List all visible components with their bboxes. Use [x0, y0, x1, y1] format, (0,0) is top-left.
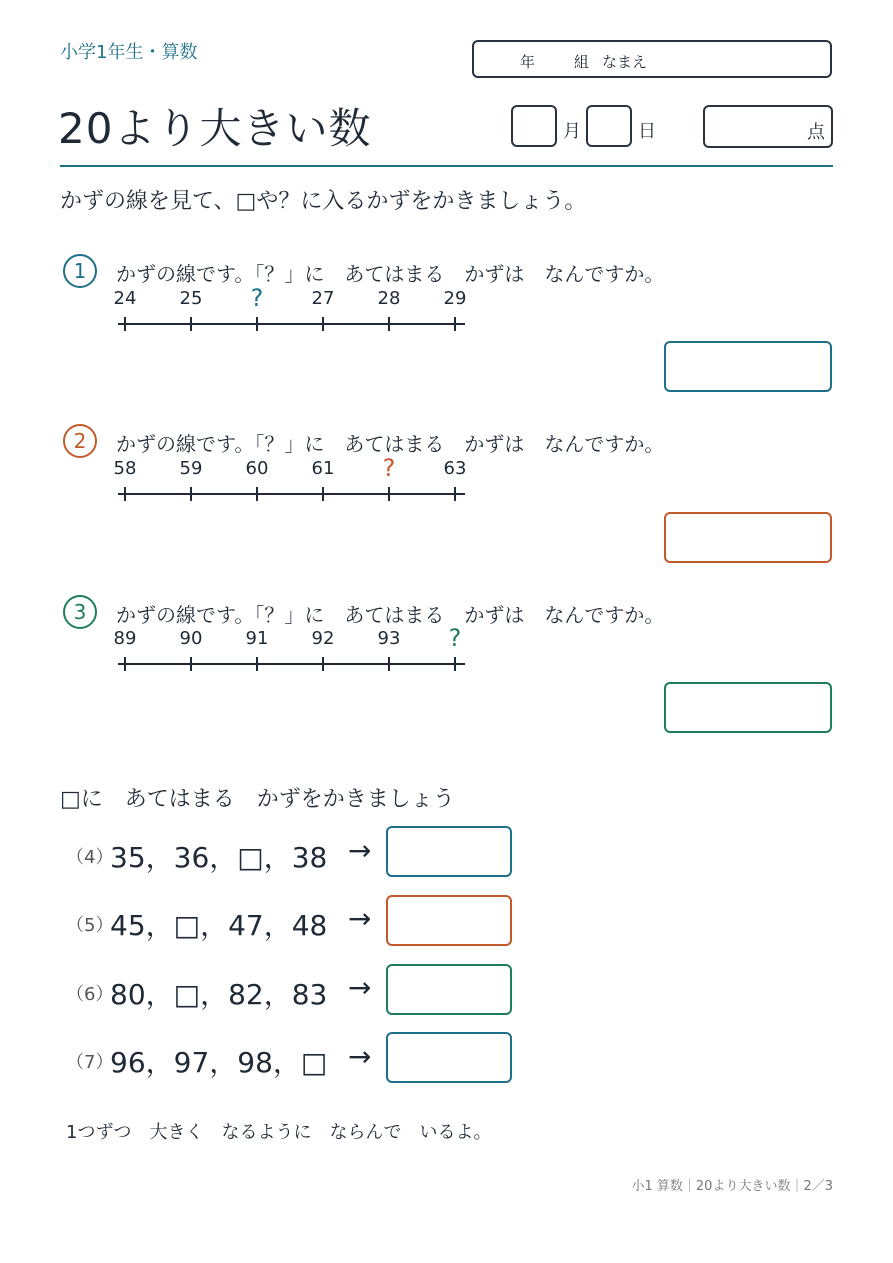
arrow-icon: → [348, 1040, 372, 1073]
tick-label: 60 [245, 458, 269, 479]
arrow-icon: → [348, 902, 372, 935]
unknown-tick-label: ? [382, 454, 396, 482]
question-text-3: かずの線です。「？」に あてはまる かずは なんですか。 [116, 603, 665, 627]
answer-box-7[interactable] [386, 1032, 512, 1083]
tick-label: 61 [311, 458, 335, 479]
arrow-icon: → [348, 834, 372, 867]
tick-label: 28 [377, 288, 401, 309]
month-box[interactable] [511, 105, 557, 147]
tick-label: 92 [311, 628, 335, 649]
tick-label: 63 [443, 458, 467, 479]
problem-label-6: （6） [66, 984, 114, 1005]
problem-sequence-7: 96，97，98，□ [110, 1046, 328, 1079]
day-box[interactable] [586, 105, 632, 147]
tick-label: 91 [245, 628, 269, 649]
tick-label: 24 [113, 288, 137, 309]
number-line-3 [100, 624, 500, 674]
tick-label: 89 [113, 628, 137, 649]
answer-box-6[interactable] [386, 964, 512, 1015]
tick-label: 25 [179, 288, 203, 309]
number-line-2 [100, 454, 500, 504]
answer-box-3[interactable] [664, 682, 832, 733]
hint-text: 1つずつ 大きく なるように ならんで いるよ。 [66, 1122, 492, 1143]
number-line-axis [100, 654, 500, 674]
question-number-1: 1 [63, 254, 97, 288]
problem-sequence-6: 80，□，82，83 [110, 978, 328, 1011]
day-label: 日 [638, 121, 656, 142]
answer-box-4[interactable] [386, 826, 512, 877]
month-label: 月 [563, 121, 581, 142]
score-box[interactable] [703, 105, 833, 148]
tick-label: 59 [179, 458, 203, 479]
number-line-axis [100, 314, 500, 334]
year-label: 年 [520, 53, 536, 71]
problem-label-7: （7） [66, 1052, 114, 1073]
tick-label: 58 [113, 458, 137, 479]
answer-box-2[interactable] [664, 512, 832, 563]
tick-label: 90 [179, 628, 203, 649]
tick-label: 93 [377, 628, 401, 649]
answer-box-1[interactable] [664, 341, 832, 392]
question-number-3: 3 [63, 595, 97, 629]
number-line-axis [100, 484, 500, 504]
footer: 小1 算数｜20より大きい数｜2／3 [631, 1179, 833, 1194]
unknown-tick-label: ? [250, 284, 264, 312]
unknown-tick-label: ? [448, 624, 462, 652]
instruction: かずの線を見て、□や？に入るかずをかきましょう。 [60, 189, 587, 214]
score-label: 点 [807, 122, 825, 143]
question-number-2: 2 [63, 424, 97, 458]
arrow-icon: → [348, 971, 372, 1004]
header-divider [60, 165, 833, 167]
class-label: 組 [574, 53, 590, 71]
grade-label: 小学1年生・算数 [60, 42, 198, 63]
tick-label: 27 [311, 288, 335, 309]
question-text-1: かずの線です。「？」に あてはまる かずは なんですか。 [116, 262, 665, 286]
question-text-2: かずの線です。「？」に あてはまる かずは なんですか。 [116, 432, 665, 456]
name-label: なまえ [602, 53, 648, 71]
answer-box-5[interactable] [386, 895, 512, 946]
number-line-1 [100, 284, 500, 334]
tick-label: 29 [443, 288, 467, 309]
page-title: 20より大きい数 [58, 104, 372, 153]
section2-title: □に あてはまる かずをかきましょう [60, 787, 455, 812]
problem-label-5: （5） [66, 915, 114, 936]
problem-sequence-5: 45，□，47，48 [110, 909, 328, 942]
name-box[interactable] [472, 40, 832, 78]
problem-label-4: （4） [66, 847, 114, 868]
problem-sequence-4: 35，36，□，38 [110, 841, 328, 874]
